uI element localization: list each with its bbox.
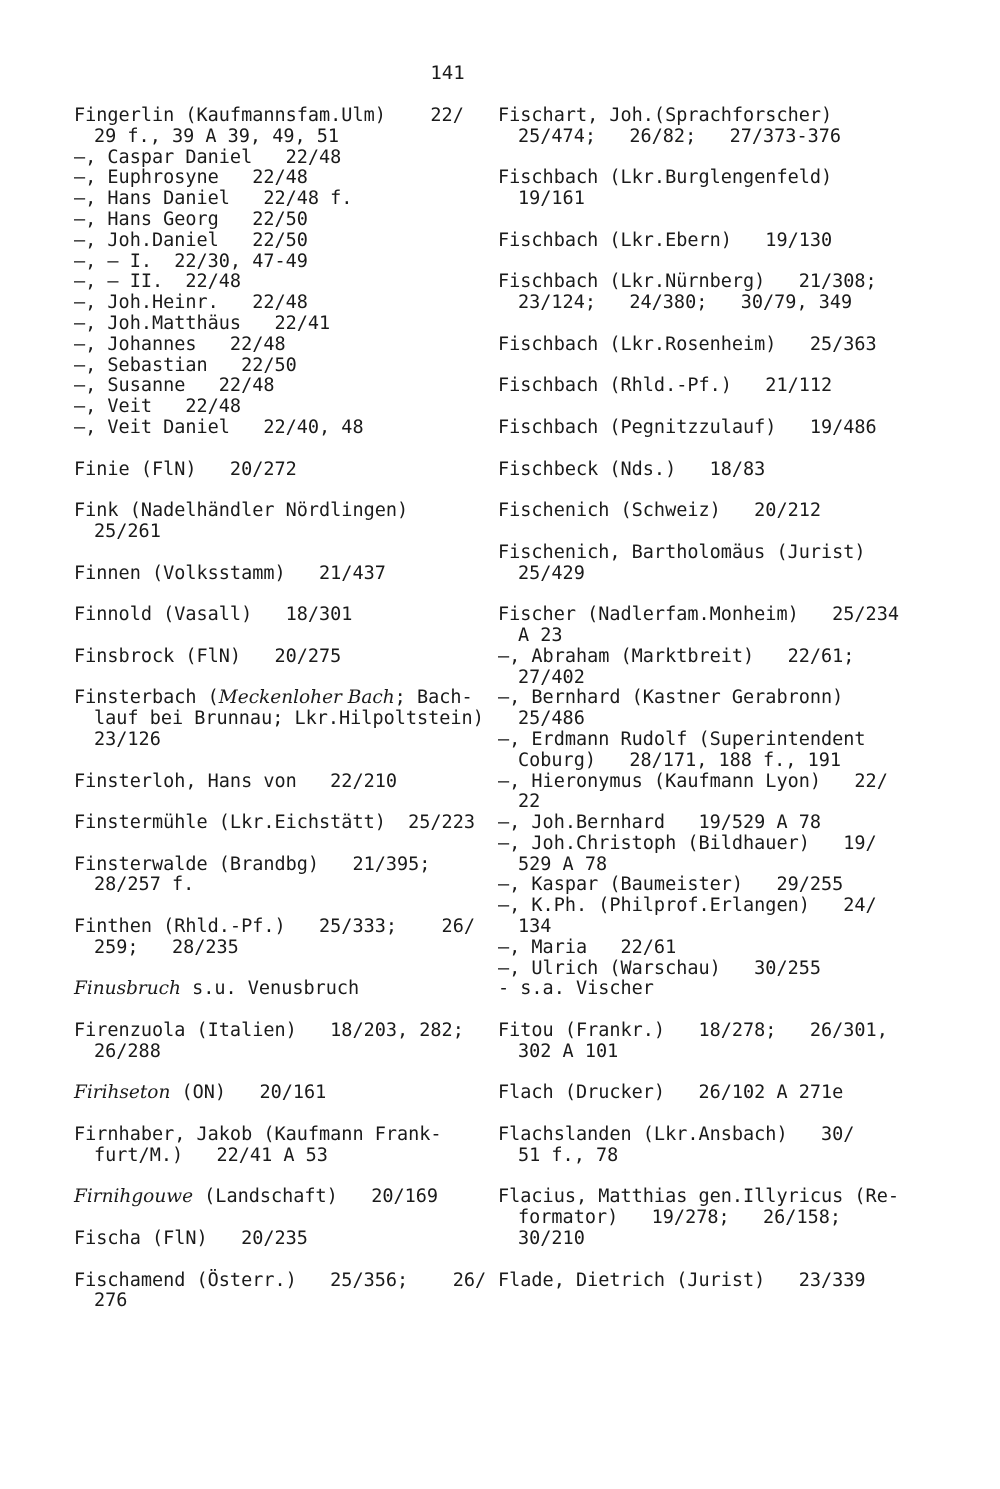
- entry-line: Finie (FlN) 20/272: [74, 458, 297, 480]
- entry-line: —, Susanne 22/48: [74, 375, 275, 397]
- entry-line: —, — II. 22/48: [74, 271, 242, 293]
- index-entry: [74, 272, 484, 293]
- entry-line: —, Hans Georg 22/50: [74, 208, 308, 230]
- entry-continuation-line: 51 f., 78: [518, 1144, 619, 1166]
- index-entry: [74, 1229, 484, 1250]
- entry-line: —, Hans Daniel 22/48 f.: [74, 188, 353, 210]
- index-entry: [74, 647, 484, 668]
- index-entry: [74, 688, 484, 750]
- index-entry: [498, 543, 908, 585]
- index-entry: [498, 1125, 908, 1167]
- index-entry: [74, 356, 484, 377]
- entry-line: Fischbach (Rhld.-Pf.) 21/112: [498, 375, 833, 397]
- entry-line: Firihseton (ON) 20/161: [74, 1082, 327, 1104]
- index-entry: [74, 210, 484, 231]
- entry-line: —, Maria 22/61: [498, 936, 677, 958]
- entry-continuation-line: 276: [94, 1290, 128, 1312]
- entry-line: Fischbach (Lkr.Nürnberg) 21/308;: [498, 271, 877, 293]
- entry-continuation-line: 26/288: [94, 1040, 161, 1062]
- entry-continuation-line: lauf bei Brunnau; Lkr.Hilpoltstein): [94, 708, 484, 730]
- entry-gap: [498, 480, 908, 501]
- entry-continuation-line: 259; 28/235: [94, 936, 239, 958]
- entry-line: Fischamend (Österr.) 25/356; 26/: [74, 1269, 487, 1291]
- index-entry: [74, 1269, 487, 1313]
- index-entry: [74, 376, 484, 397]
- index-entry: [498, 938, 908, 959]
- entry-line: Fischenich, Bartholomäus (Jurist): [498, 541, 866, 563]
- index-entry: [74, 564, 484, 585]
- entry-continuation-line: 25/429: [518, 562, 585, 584]
- entry-gap: [74, 834, 484, 855]
- entry-line: Fink (Nadelhändler Nördlingen): [74, 500, 409, 522]
- entry-gap: [74, 543, 484, 564]
- entry-continuation-line: 19/161: [518, 188, 585, 210]
- entry-gap: [498, 1167, 908, 1188]
- entry-gap: [74, 1063, 484, 1084]
- entry-continuation-line: 25/474; 26/82; 27/373-376: [518, 125, 842, 147]
- index-entry: [498, 813, 908, 834]
- entry-gap: [74, 792, 484, 813]
- entry-line: Fischenich (Schweiz) 20/212: [498, 500, 822, 522]
- index-entry: [74, 772, 484, 793]
- index-entry: [74, 418, 484, 439]
- entry-line: Flach (Drucker) 26/102 A 271e: [498, 1082, 844, 1104]
- entry-gap: [74, 439, 484, 460]
- entry-line: —, Erdmann Rudolf (Superintendent: [498, 728, 866, 750]
- entry-line: Fitou (Frankr.) 18/278; 26/301,: [498, 1020, 888, 1042]
- index-entry: [74, 335, 484, 356]
- entry-line: —, Kaspar (Baumeister) 29/255: [498, 874, 844, 896]
- index-entry: [74, 397, 484, 418]
- entry-continuation-line: 30/210: [518, 1228, 585, 1250]
- italic-name: Finusbruch: [74, 978, 181, 1000]
- entry-line: Fischa (FlN) 20/235: [74, 1228, 308, 1250]
- entry-line: —, Sebastian 22/50: [74, 354, 297, 376]
- index-entry: [498, 106, 908, 148]
- entry-line: —, K.Ph. (Philprof.Erlangen) 24/: [498, 895, 877, 917]
- entry-continuation-line: 134: [518, 916, 552, 938]
- index-entry: [498, 959, 908, 980]
- entry-continuation-line: 25/261: [94, 520, 161, 542]
- entry-gap: [498, 397, 908, 418]
- index-column-right: [498, 106, 908, 1291]
- entry-line: —, Veit Daniel 22/40, 48: [74, 416, 364, 438]
- entry-line: —, Joh.Christoph (Bildhauer) 19/: [498, 832, 877, 854]
- entry-line: —, Caspar Daniel 22/48: [74, 146, 342, 168]
- entry-continuation-line: 25/486: [518, 708, 585, 730]
- italic-name: Firihseton: [74, 1082, 171, 1104]
- entry-line: Fischbeck (Nds.) 18/83: [498, 458, 766, 480]
- entry-gap: [498, 210, 908, 231]
- index-entry: [498, 1271, 908, 1292]
- index-entry: [498, 605, 908, 647]
- index-entry: [498, 501, 908, 522]
- entry-gap: [498, 439, 908, 460]
- entry-line: - s.a. Vischer: [498, 978, 654, 1000]
- entry-continuation-line: Coburg) 28/171, 188 f., 191: [518, 749, 842, 771]
- entry-line: Firenzuola (Italien) 18/203, 282;: [74, 1020, 464, 1042]
- index-entry: [74, 293, 484, 314]
- entry-gap: [498, 1000, 908, 1021]
- entry-gap: [74, 896, 484, 917]
- entry-line: —, Euphrosyne 22/48: [74, 167, 308, 189]
- index-entry: [74, 231, 484, 252]
- entry-line: Fischbach (Pegnitzzulauf) 19/486: [498, 416, 877, 438]
- index-entry: [498, 896, 908, 938]
- index-entry: [498, 688, 908, 730]
- entry-gap: [74, 1208, 484, 1229]
- index-entry: [74, 1021, 484, 1063]
- entry-gap: [498, 148, 908, 169]
- entry-line: —, Hieronymus (Kaufmann Lyon) 22/: [498, 770, 888, 792]
- entry-line: Fischbach (Lkr.Ebern) 19/130: [498, 229, 833, 251]
- index-entry: [74, 1125, 484, 1167]
- entry-line: —, Joh.Heinr. 22/48: [74, 292, 308, 314]
- entry-continuation-line: 27/402: [518, 666, 585, 688]
- entry-line: —, — I. 22/30, 47-49: [74, 250, 308, 272]
- entry-line: Fingerlin (Kaufmannsfam.Ulm) 22/: [74, 105, 464, 126]
- entry-gap: [74, 480, 484, 501]
- index-entry: [498, 1021, 908, 1063]
- entry-line: Fischbach (Lkr.Rosenheim) 25/363: [498, 333, 877, 355]
- entry-gap: [498, 356, 908, 377]
- entry-gap: [498, 1063, 908, 1084]
- entry-line: Flacius, Matthias gen.Illyricus (Re-: [498, 1186, 899, 1208]
- entry-line: Finnold (Vasall) 18/301: [74, 604, 353, 626]
- index-entry: [498, 1083, 908, 1104]
- entry-gap: [498, 252, 908, 273]
- entry-gap: [74, 1250, 484, 1271]
- entry-line: —, Joh.Daniel 22/50: [74, 229, 308, 251]
- entry-gap: [498, 584, 908, 605]
- entry-gap: [74, 626, 484, 647]
- entry-gap: [74, 668, 484, 689]
- index-entry: [498, 272, 908, 314]
- entry-continuation-line: A 23: [518, 624, 563, 646]
- entry-gap: [74, 584, 484, 605]
- entry-line: —, Joh.Matthäus 22/41: [74, 312, 331, 334]
- entry-continuation-line: 23/126: [94, 728, 161, 750]
- entry-gap: [74, 1167, 484, 1188]
- index-entry: [498, 979, 908, 1000]
- index-entry: [74, 168, 484, 189]
- entry-line: Fischart, Joh.(Sprachforscher): [498, 105, 833, 126]
- index-entry: [74, 314, 484, 335]
- index-entry: [498, 460, 908, 481]
- index-entry: [498, 231, 908, 252]
- entry-gap: [498, 1250, 908, 1271]
- entry-gap: [74, 751, 484, 772]
- entry-gap: [498, 522, 908, 543]
- entry-line: Finsterloh, Hans von 22/210: [74, 770, 398, 792]
- entry-continuation-line: 23/124; 24/380; 30/79, 349: [518, 292, 853, 314]
- entry-line: —, Ulrich (Warschau) 30/255: [498, 957, 822, 979]
- entry-line: Firnihgouwe (Landschaft) 20/169: [74, 1186, 439, 1208]
- entry-line: —, Joh.Bernhard 19/529 A 78: [498, 812, 822, 834]
- italic-name: Meckenloher Bach: [218, 687, 395, 709]
- index-column-left: [74, 105, 487, 1312]
- index-entry: [74, 189, 484, 210]
- index-entry: [74, 1083, 484, 1104]
- entry-gap: [74, 1000, 484, 1021]
- entry-line: Finsterbach (Meckenloher Bach; Bach-: [74, 687, 473, 709]
- entry-line: —, Johannes 22/48: [74, 333, 286, 355]
- entry-continuation-line: 28/257 f.: [94, 874, 195, 896]
- index-entry: [74, 917, 484, 959]
- index-entry: [74, 501, 484, 543]
- entry-continuation-line: 22: [518, 791, 541, 813]
- entry-gap: [74, 959, 484, 980]
- index-entry: [74, 252, 484, 273]
- entry-line: Firnhaber, Jakob (Kaufmann Frank-: [74, 1124, 442, 1146]
- entry-line: Finsbrock (FlN) 20/275: [74, 645, 342, 667]
- entry-line: Finthen (Rhld.-Pf.) 25/333; 26/: [74, 916, 475, 938]
- index-entry: [74, 148, 484, 169]
- italic-name: Firnihgouwe: [74, 1186, 194, 1208]
- index-entry: [498, 376, 908, 397]
- page-number: 141: [430, 62, 465, 84]
- entry-line: —, Abraham (Marktbreit) 22/61;: [498, 645, 855, 667]
- entry-line: Finstermühle (Lkr.Eichstätt) 25/223: [74, 812, 475, 834]
- entry-line: —, Veit 22/48: [74, 396, 242, 418]
- entry-line: Fischer (Nadlerfam.Monheim) 25/234: [498, 604, 899, 626]
- entry-line: Fischbach (Lkr.Burglengenfeld): [498, 167, 833, 189]
- index-entry: [498, 418, 908, 439]
- entry-line: Finnen (Volksstamm) 21/437: [74, 562, 386, 584]
- index-entry: [498, 168, 908, 210]
- index-entry: [74, 979, 484, 1000]
- entry-continuation-line: furt/M.) 22/41 A 53: [94, 1144, 328, 1166]
- index-entry: [498, 875, 908, 896]
- index-entry: [74, 855, 484, 897]
- entry-continuation-line: 29 f., 39 A 39, 49, 51: [94, 125, 340, 147]
- index-entry: [498, 335, 908, 356]
- entry-line: Flade, Dietrich (Jurist) 23/339: [498, 1269, 866, 1291]
- entry-gap: [498, 314, 908, 335]
- entry-line: Flachslanden (Lkr.Ansbach) 30/: [498, 1124, 855, 1146]
- index-entry: [74, 1187, 484, 1208]
- entry-line: Finsterwalde (Brandbg) 21/395;: [74, 853, 431, 875]
- entry-continuation-line: formator) 19/278; 26/158;: [518, 1207, 842, 1229]
- entry-line: —, Bernhard (Kastner Gerabronn): [498, 687, 844, 709]
- index-entry: [498, 730, 908, 772]
- entry-continuation-line: 302 A 101: [518, 1040, 619, 1062]
- index-entry: [498, 834, 908, 876]
- index-entry: [498, 647, 908, 689]
- index-entry: [498, 772, 908, 814]
- index-entry: [74, 605, 484, 626]
- index-entry: [74, 813, 484, 834]
- index-entry: [74, 460, 484, 481]
- entry-continuation-line: 529 A 78: [518, 853, 608, 875]
- index-entry: [74, 106, 484, 148]
- entry-gap: [498, 1104, 908, 1125]
- index-entry: [498, 1187, 908, 1249]
- entry-gap: [74, 1104, 484, 1125]
- entry-line: Finusbruch s.u. Venusbruch: [74, 978, 360, 1000]
